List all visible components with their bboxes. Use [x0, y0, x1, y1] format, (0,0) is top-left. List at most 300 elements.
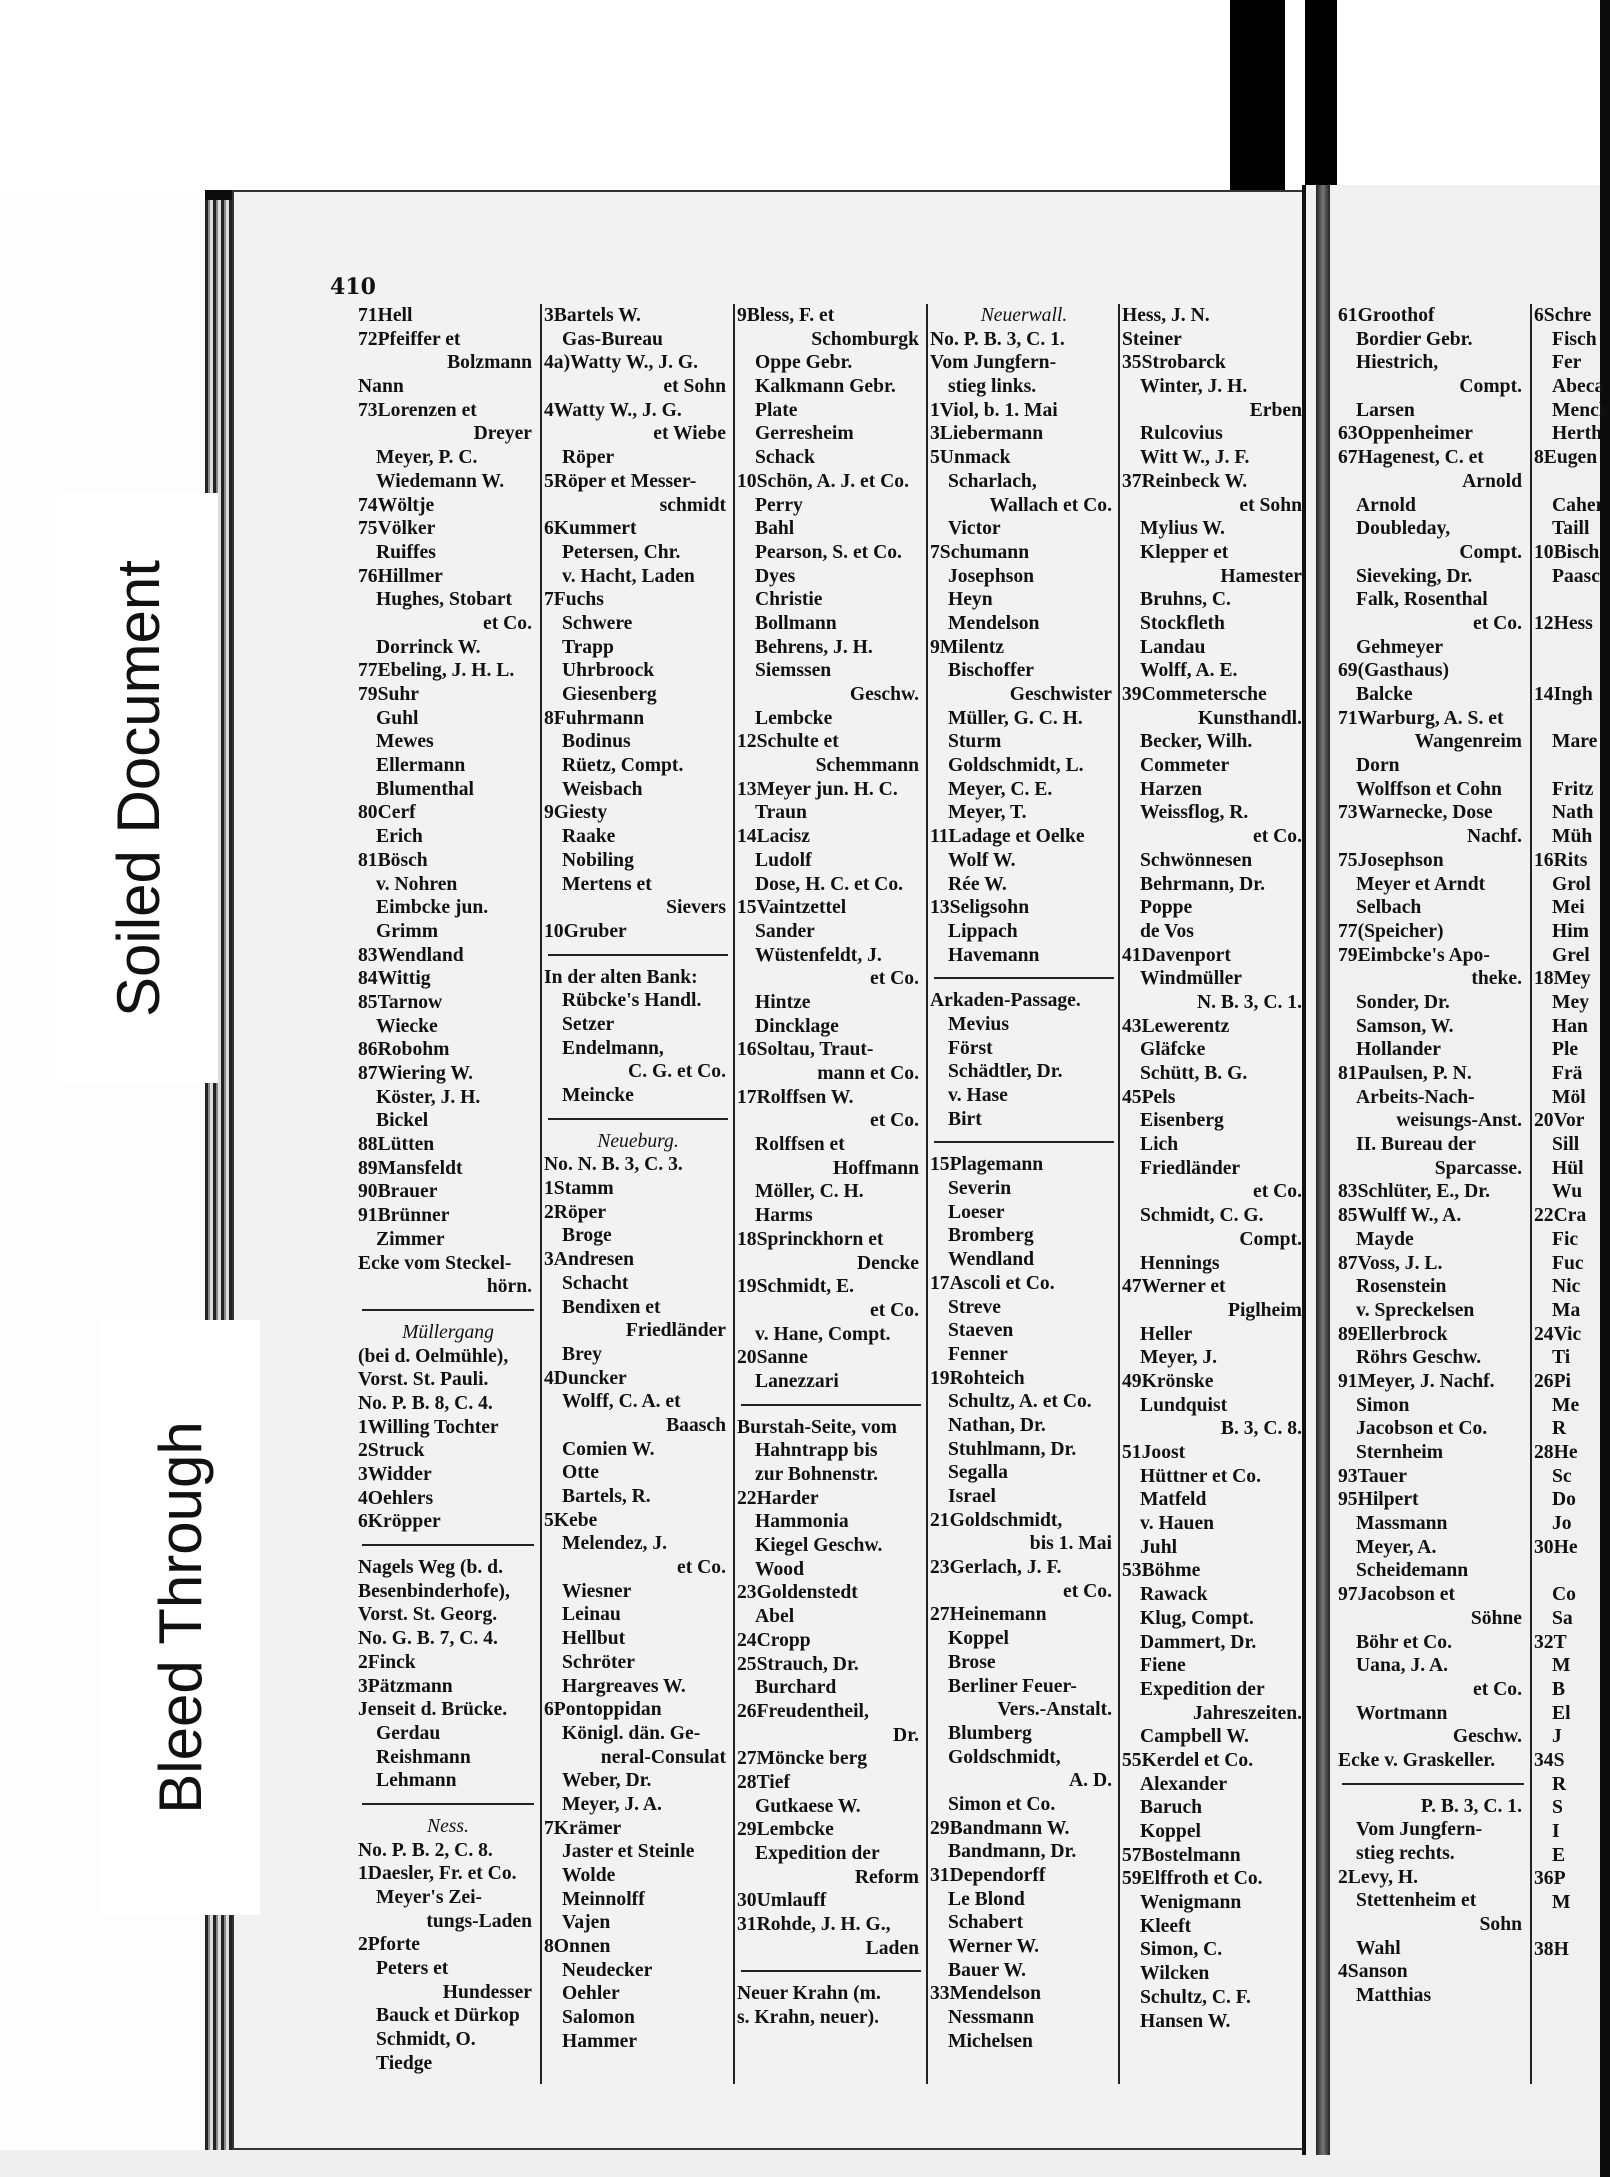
directory-entry: 3Pätzmann [358, 1675, 453, 1697]
directory-entry: Nachf. [1467, 826, 1522, 848]
directory-entry: Dyes [755, 565, 796, 587]
directory-entry: Geschw. [849, 684, 919, 705]
directory-entry: Mey [1552, 991, 1589, 1013]
directory-entry: 27Möncke berg [737, 1748, 868, 1770]
directory-entry: 1Stamm [544, 1178, 614, 1200]
directory-entry: 35Strobarck [1122, 352, 1226, 374]
directory-entry: 31Dependorff [930, 1865, 1046, 1886]
directory-entry: No. G. B. 7, C. 4. [358, 1628, 498, 1650]
directory-entry: Matfeld [1140, 1489, 1207, 1511]
directory-entry: 87Wiering W. [358, 1063, 474, 1084]
directory-entry: 5Kebe [544, 1509, 598, 1531]
directory-entry: Bruhns, C. [1140, 589, 1231, 611]
directory-entry: 75Völker [358, 518, 436, 540]
directory-entry: Broge [562, 1225, 612, 1247]
directory-entry: Stettenheim et [1356, 1890, 1477, 1912]
directory-entry: 1Viol, b. 1. Mai [930, 399, 1058, 421]
directory-entry: 3Liebermann [930, 423, 1044, 445]
directory-entry: 36P [1534, 1868, 1566, 1890]
directory-entry: Heyn [948, 589, 993, 611]
directory-entry: Piglheim [1227, 1299, 1302, 1321]
directory-entry: Hamester [1220, 565, 1302, 587]
directory-entry: Jo [1552, 1513, 1572, 1535]
directory-entry: Wilcken [1140, 1963, 1210, 1985]
directory-entry: 39Commetersche [1122, 684, 1267, 705]
directory-entry: Schemmann [815, 755, 919, 777]
directory-entry: et Co. [870, 1299, 919, 1321]
directory-entry: 15Plagemann [930, 1154, 1044, 1176]
directory-entry: et Co. [1253, 826, 1302, 848]
directory-entry: Müh [1552, 826, 1593, 848]
directory-entry: Neudecker [562, 1959, 653, 1981]
directory-entry: 20Vor [1534, 1110, 1585, 1132]
directory-entry: Burstah-Seite, vom [737, 1416, 898, 1438]
directory-entry: Streve [948, 1296, 1001, 1318]
directory-entry: Gas-Bureau [562, 328, 663, 350]
directory-entry: 6Kröpper [358, 1511, 441, 1533]
directory-column-2 [544, 304, 732, 2084]
directory-entry: Lich [1140, 1134, 1179, 1156]
background-dark-band-2 [1305, 0, 1337, 190]
directory-entry: Nagels Weg (b. d. [358, 1557, 503, 1579]
directory-entry: Hennings [1140, 1252, 1220, 1274]
directory-entry: Schwere [562, 612, 633, 634]
directory-entry: Rawack [1140, 1584, 1208, 1606]
directory-entry: Co [1552, 1584, 1576, 1606]
directory-entry: Klepper et [1140, 541, 1229, 563]
directory-entry: Bodinus [562, 731, 631, 753]
directory-entry: Gläfcke [1140, 1039, 1206, 1061]
directory-entry: 6Schre [1534, 305, 1592, 326]
directory-entry: Alexander [1140, 1773, 1228, 1795]
directory-entry: Schacht [562, 1272, 629, 1294]
directory-entry: Abeca [1552, 376, 1605, 398]
directory-entry: neral-Consulat [600, 1746, 726, 1768]
directory-entry: Sander [755, 920, 815, 942]
page-gutter [1316, 185, 1330, 2155]
directory-entry: Mendelson [948, 612, 1040, 634]
directory-entry: Fritz [1552, 778, 1594, 800]
directory-entry: Nath [1552, 802, 1594, 824]
street-heading: Ness. [427, 1815, 469, 1837]
directory-entry: 3Bartels W. [544, 305, 641, 326]
directory-entry: Arnold [1462, 470, 1522, 492]
directory-entry: v. Nohren [376, 873, 458, 895]
directory-entry: Hoffmann [832, 1157, 919, 1179]
directory-entry: Compt. [1459, 376, 1522, 398]
directory-entry: Nic [1552, 1276, 1581, 1298]
directory-entry: Frä [1552, 1063, 1583, 1084]
background-top [0, 0, 1600, 190]
street-heading: Neuerwall. [980, 305, 1068, 326]
directory-entry: 29Bandmann W. [930, 1817, 1070, 1839]
directory-entry: Schultz, A. et Co. [948, 1391, 1092, 1413]
directory-entry: 1Daesler, Fr. et Co. [358, 1863, 517, 1885]
directory-entry: Hüttner et Co. [1140, 1465, 1261, 1487]
directory-entry: Trapp [562, 636, 614, 658]
directory-entry: 14Lacisz [737, 826, 810, 848]
directory-entry: 4Watty W., J. G. [544, 399, 682, 421]
directory-entry: mann et Co. [817, 1063, 919, 1084]
directory-entry: Arkaden-Passage. [930, 990, 1081, 1012]
directory-entry: Massmann [1356, 1513, 1448, 1535]
directory-entry: 6Pontoppidan [544, 1699, 662, 1721]
directory-entry: 32T [1534, 1631, 1567, 1653]
directory-entry: Meyer, C. E. [948, 778, 1053, 800]
directory-entry: 28Tief [737, 1771, 790, 1793]
directory-entry: weisungs-Anst. [1396, 1110, 1522, 1132]
directory-entry: Paasc [1552, 565, 1600, 587]
directory-entry: 91Brünner [358, 1205, 450, 1227]
directory-entry: 5Unmack [930, 447, 1011, 469]
directory-entry: 2Pforte [358, 1934, 421, 1956]
directory-entry: Rüetz, Compt. [562, 755, 684, 777]
directory-entry: Wolff, C. A. et [562, 1391, 681, 1413]
directory-entry: Abel [755, 1606, 795, 1628]
street-heading: Müllergang [402, 1321, 494, 1343]
directory-entry: M [1552, 1892, 1571, 1914]
directory-entry: 26Pi [1534, 1370, 1572, 1392]
directory-entry: Rolffsen et [755, 1134, 845, 1156]
directory-entry: 4Oehlers [358, 1487, 434, 1509]
directory-entry: No. P. B. 8, C. 4. [358, 1392, 493, 1414]
directory-entry: Laden [865, 1937, 919, 1959]
directory-entry: Wallach et Co. [989, 494, 1112, 516]
directory-entry: Guhl [376, 707, 419, 729]
directory-entry: Werner W. [948, 1936, 1040, 1958]
directory-entry: 4Duncker [544, 1367, 627, 1389]
directory-entry: Koppel [948, 1628, 1009, 1650]
directory-entry: Fenner [948, 1343, 1008, 1365]
directory-entry: Wenigmann [1140, 1892, 1242, 1914]
directory-entry: 76Hillmer [358, 565, 443, 587]
column-rule-1 [540, 304, 542, 2084]
column-rule-4 [1118, 304, 1120, 2084]
directory-entry: Gutkaese W. [755, 1795, 861, 1817]
directory-entry: Meinnolff [562, 1888, 645, 1910]
directory-entry: Raake [562, 826, 616, 848]
directory-entry: Bromberg [948, 1225, 1034, 1247]
directory-entry: Hargreaves W. [562, 1675, 686, 1697]
directory-entry: A. D. [1069, 1770, 1112, 1792]
directory-entry: Poppe [1140, 897, 1193, 919]
directory-entry: Commeter [1140, 755, 1230, 777]
directory-entry: Josephson [948, 565, 1035, 587]
directory-entry: 59Elffroth et Co. [1122, 1868, 1263, 1890]
directory-entry: Schabert [948, 1912, 1024, 1934]
directory-entry: S [1552, 1797, 1563, 1819]
directory-entry: Först [948, 1037, 993, 1059]
directory-entry: Sohn [1479, 1914, 1522, 1936]
directory-entry: Sievers [666, 897, 726, 919]
directory-entry: zur Bohnenstr. [755, 1464, 879, 1485]
directory-entry: 14Ingh [1534, 684, 1593, 705]
directory-entry: 37Reinbeck W. [1122, 470, 1248, 492]
directory-entry: 21Goldschmidt, [930, 1509, 1063, 1531]
directory-entry: Severin [948, 1178, 1012, 1200]
directory-entry: Kunsthandl. [1197, 707, 1302, 729]
directory-entry: II. Bureau der [1356, 1134, 1476, 1156]
directory-entry: 74Wöltje [358, 494, 435, 516]
directory-entry: v. Hacht, Laden [562, 565, 695, 587]
directory-entry: Schütt, B. G. [1140, 1063, 1248, 1084]
directory-entry: 33Mendelson [930, 1983, 1042, 2005]
directory-entry: Schröter [562, 1651, 635, 1673]
directory-entry: et Co. [483, 612, 532, 634]
directory-entry: Uhrbroock [562, 660, 655, 682]
directory-entry: 43Lewerentz [1122, 1015, 1230, 1037]
directory-column-7 [1534, 304, 1610, 2084]
directory-entry [1534, 470, 1600, 494]
directory-entry: Fer [1552, 352, 1582, 374]
directory-entry: 67Hagenest, C. et [1338, 447, 1484, 469]
directory-entry: Geschwister [1009, 684, 1112, 705]
directory-entry: Michelsen [948, 2030, 1033, 2052]
directory-entry: Stockfleth [1140, 612, 1225, 634]
directory-entry: Hellbut [562, 1628, 626, 1650]
directory-entry: Geschw. [1452, 1726, 1522, 1748]
directory-entry: 25Strauch, Dr. [737, 1653, 859, 1675]
directory-entry: 12Schulte et [737, 731, 839, 753]
directory-entry: 17Rolffsen W. [737, 1086, 854, 1108]
directory-column-1 [358, 304, 538, 2084]
directory-entry: Victor [948, 518, 1001, 540]
directory-entry: Brey [562, 1343, 602, 1365]
directory-entry: et Co. [870, 968, 919, 990]
directory-entry: Ma [1552, 1299, 1581, 1321]
directory-entry: Plate [755, 399, 798, 421]
directory-entry: 10Schön, A. J. et Co. [737, 470, 909, 492]
street-heading: Neueburg. [597, 1130, 679, 1152]
directory-entry: Weisbach [562, 778, 643, 800]
directory-entry: Nann [358, 376, 404, 398]
page-number: 410 [330, 274, 376, 300]
directory-entry: 71Warburg, A. S. et [1338, 707, 1504, 729]
directory-entry: 8Fuhrmann [544, 707, 645, 729]
directory-entry: 15Vaintzettel [737, 897, 847, 919]
directory-entry: Pearson, S. et Co. [755, 541, 902, 563]
directory-entry: Bauer W. [948, 1959, 1027, 1981]
directory-entry: Bolzmann [447, 352, 532, 374]
directory-entry: Herth [1552, 423, 1603, 445]
directory-entry: Him [1552, 920, 1590, 942]
directory-entry: Samson, W. [1356, 1015, 1454, 1037]
directory-entry: s. Krahn, neuer). [737, 2007, 880, 2029]
directory-entry: 30He [1534, 1536, 1578, 1558]
section-divider [1342, 1783, 1524, 1785]
directory-entry: Simon et Co. [948, 1793, 1056, 1815]
directory-entry: Wangenreim [1414, 731, 1522, 753]
directory-entry: Lundquist [1140, 1394, 1228, 1416]
directory-entry: Wiecke [376, 1015, 438, 1037]
directory-entry: Mertens et [562, 873, 652, 895]
directory-entry: Jaster et Steinle [562, 1841, 695, 1863]
directory-entry: Hiestrich, [1356, 352, 1439, 374]
directory-entry: 5Röper et Messer- [544, 470, 697, 492]
directory-entry: Oehler [562, 1983, 620, 2005]
directory-entry: Schwönnesen [1140, 849, 1253, 871]
directory-entry: Bendixen et [562, 1296, 661, 1318]
directory-entry: Baruch [1140, 1797, 1203, 1819]
directory-entry: Otte [562, 1462, 599, 1484]
directory-entry: Wahl [1356, 1937, 1401, 1959]
directory-entry: Bartels, R. [562, 1486, 651, 1507]
directory-entry: 38H [1534, 1939, 1569, 1961]
directory-entry: Weber, Dr. [562, 1770, 652, 1792]
directory-entry: Le Blond [948, 1888, 1025, 1910]
directory-entry: E [1552, 1844, 1566, 1866]
directory-entry: 75Josephson [1338, 849, 1444, 871]
directory-entry: Taill [1552, 518, 1590, 540]
directory-entry: Möl [1552, 1086, 1586, 1108]
directory-entry: Hollander [1356, 1039, 1441, 1061]
directory-entry: Scharlach, [948, 470, 1037, 492]
directory-entry: Wolde [562, 1865, 616, 1886]
directory-entry: Arnold [1356, 494, 1416, 516]
directory-entry: 86Robohm [358, 1039, 450, 1061]
directory-entry: No. P. B. 2, C. 8. [358, 1839, 493, 1861]
directory-entry: Han [1552, 1015, 1588, 1037]
directory-entry: El [1552, 1702, 1571, 1724]
directory-entry: Goldschmidt, [948, 1746, 1061, 1768]
directory-entry: Fuc [1552, 1252, 1584, 1274]
directory-entry: Sturm [948, 731, 1002, 753]
directory-entry: Campbell W. [1140, 1726, 1249, 1748]
directory-entry: I [1552, 1821, 1560, 1842]
directory-entry: 10Gruber [544, 920, 627, 942]
directory-entry: Me [1552, 1394, 1580, 1416]
directory-entry [1534, 659, 1600, 683]
directory-entry: Hansen W. [1140, 2010, 1231, 2032]
directory-entry: Nessmann [948, 2007, 1035, 2029]
directory-entry: Endelmann, [562, 1037, 664, 1059]
directory-entry: 17Ascoli et Co. [930, 1272, 1055, 1294]
directory-entry: Wolf W. [948, 849, 1016, 871]
directory-entry: Baasch [666, 1414, 726, 1436]
directory-entry: Ludolf [755, 849, 812, 871]
directory-entry: Matthias [1356, 1985, 1432, 2007]
directory-entry: theke. [1471, 968, 1522, 990]
directory-entry: 91Meyer, J. Nachf. [1338, 1370, 1495, 1392]
directory-entry: 88Lütten [358, 1134, 435, 1156]
directory-entry: Compt. [1459, 541, 1522, 563]
section-divider [362, 1544, 534, 1546]
directory-entry: 73Warnecke, Dose [1338, 802, 1493, 824]
directory-entry: Giesenberg [562, 684, 657, 705]
directory-entry: Israel [948, 1486, 996, 1507]
directory-entry: Lehmann [376, 1770, 457, 1792]
section-divider [548, 1118, 728, 1120]
directory-entry: Nathan, Dr. [948, 1414, 1046, 1436]
directory-entry: schmidt [659, 494, 726, 516]
directory-entry: Reishmann [376, 1746, 471, 1768]
directory-entry: Reform [854, 1866, 919, 1888]
directory-entry: 24Vic [1534, 1323, 1582, 1345]
directory-entry: 77(Speicher) [1338, 920, 1444, 942]
directory-entry: Hundesser [442, 1981, 532, 2003]
directory-entry: 3Widder [358, 1464, 432, 1485]
directory-entry: Grel [1552, 944, 1590, 966]
directory-entry: Uana, J. A. [1356, 1655, 1448, 1677]
directory-entry: 30Umlauff [737, 1890, 827, 1912]
directory-entry: Nobiling [562, 849, 634, 871]
directory-entry: Dr. [893, 1724, 919, 1746]
directory-entry: Grimm [376, 920, 439, 942]
directory-entry: Harzen [1140, 778, 1203, 800]
directory-entry: Vorst. St. Pauli. [358, 1369, 489, 1391]
directory-entry: Wood [755, 1558, 805, 1580]
directory-entry: Friedländer [1140, 1157, 1241, 1179]
directory-entry: et Co. [677, 1557, 726, 1579]
directory-entry: R [1552, 1773, 1567, 1795]
directory-entry: 20Sanne [737, 1347, 808, 1369]
section-divider [934, 977, 1114, 979]
directory-entry: Fiene [1140, 1655, 1186, 1677]
directory-entry: Caher [1552, 494, 1605, 516]
directory-entry: Bollmann [755, 612, 837, 634]
directory-entry: Menck [1552, 399, 1610, 421]
soiled-document-stamp [58, 493, 218, 1083]
directory-entry: Meyer et Arndt [1356, 873, 1486, 895]
directory-entry: Eisenberg [1140, 1110, 1224, 1132]
directory-entry: Weissflog, R. [1140, 802, 1249, 824]
directory-entry: Becker, Wilh. [1140, 731, 1253, 753]
directory-entry: 45Pels [1122, 1086, 1176, 1108]
directory-entry: Hintze [755, 991, 811, 1013]
directory-entry [1534, 754, 1600, 778]
directory-entry: 7Krämer [544, 1817, 622, 1839]
directory-entry: Böhr et Co. [1356, 1631, 1452, 1653]
directory-entry: 23Goldenstedt [737, 1582, 858, 1604]
directory-entry: v. Hase [948, 1085, 1008, 1106]
directory-entry: et Co. [1473, 1678, 1522, 1700]
directory-entry: 19Schmidt, E. [737, 1276, 855, 1298]
directory-entry: 69(Gasthaus) [1338, 660, 1450, 682]
directory-entry: Ecke v. Graskeller. [1338, 1749, 1496, 1771]
directory-entry: 83Schlüter, E., Dr. [1338, 1181, 1491, 1203]
directory-entry: 81Paulsen, P. N. [1338, 1063, 1472, 1084]
directory-entry: 57Bostelmann [1122, 1844, 1241, 1866]
directory-entry: 22Harder [737, 1487, 819, 1509]
directory-entry: 97Jacobson et [1338, 1584, 1456, 1606]
directory-entry: Hahntrapp bis [755, 1440, 878, 1462]
directory-entry [1534, 636, 1600, 660]
directory-entry: Bischoffer [948, 660, 1034, 682]
directory-entry: No. N. B. 3, C. 3. [544, 1154, 683, 1176]
directory-entry: Kiegel Geschw. [755, 1535, 883, 1557]
directory-entry: 10Bisch [1534, 541, 1600, 563]
directory-entry: Hül [1552, 1157, 1584, 1179]
directory-entry: Behrens, J. H. [755, 636, 873, 658]
directory-entry: Schomburgk [811, 328, 919, 350]
directory-entry: Juhl [1140, 1536, 1178, 1558]
directory-entry: Röhrs Geschw. [1356, 1347, 1482, 1369]
directory-entry: Bickel [376, 1110, 429, 1132]
directory-entry: Söhne [1470, 1607, 1522, 1629]
directory-entry: stieg rechts. [1356, 1843, 1455, 1864]
directory-entry: hörn. [486, 1276, 532, 1298]
directory-entry: Hammer [562, 2030, 638, 2052]
directory-entry: Rée W. [948, 873, 1007, 895]
directory-entry: Larsen [1356, 399, 1415, 421]
directory-entry: Kalkmann Gebr. [755, 376, 896, 398]
directory-entry: Hughes, Stobart [376, 589, 513, 611]
directory-entry: 89Ellerbrock [1338, 1323, 1448, 1345]
directory-entry: Grol [1552, 873, 1591, 895]
directory-entry: 83Wendland [358, 944, 464, 966]
directory-entry: Blumenthal [376, 778, 474, 800]
directory-entry: Blumberg [948, 1722, 1032, 1744]
